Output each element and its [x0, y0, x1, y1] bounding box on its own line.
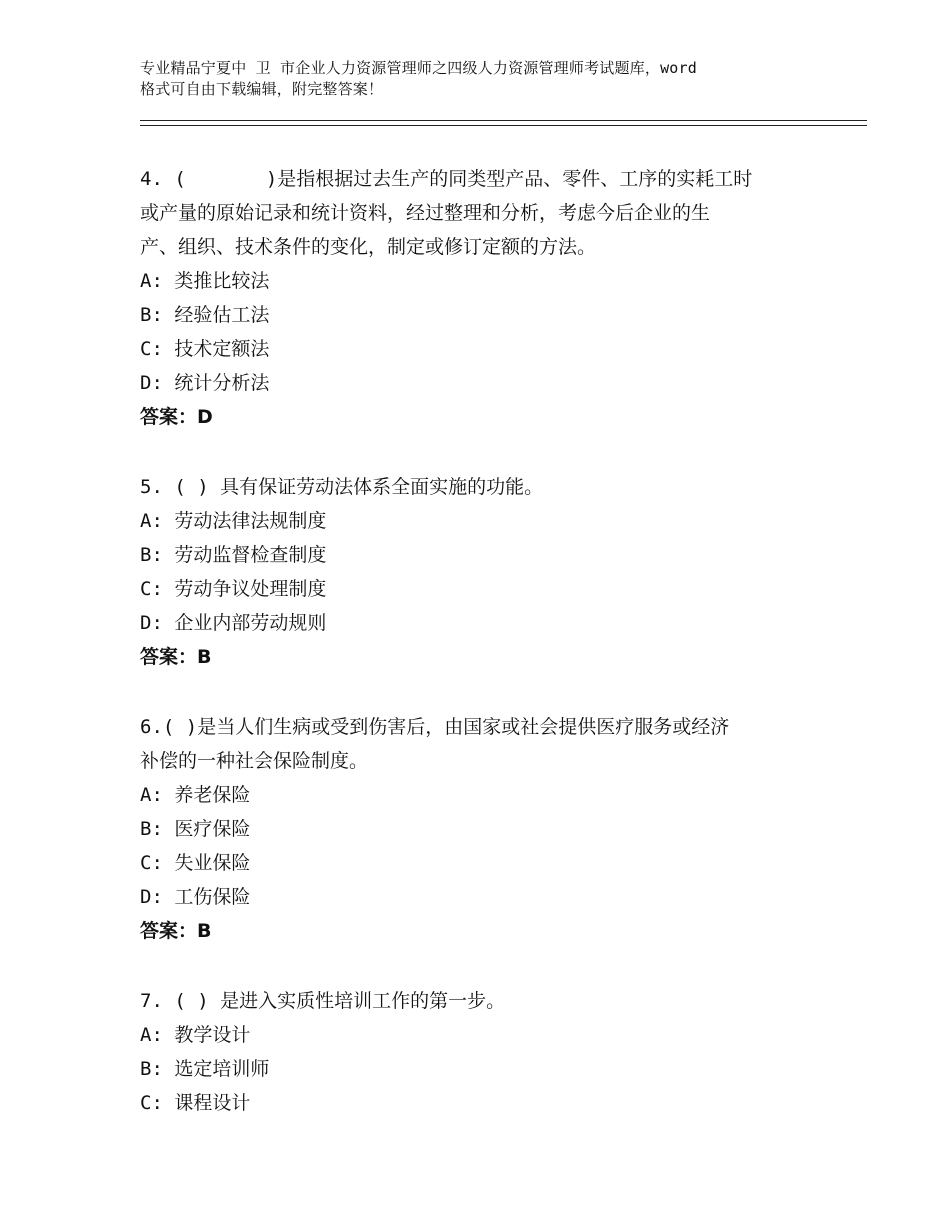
option-b: B: 经验估工法: [140, 304, 270, 326]
answer-label: 答案：B: [140, 920, 212, 942]
option-a: A: 劳动法律法规制度: [140, 510, 327, 532]
question-text-line: 5. ( ) 具有保证劳动法体系全面实施的功能。: [140, 476, 544, 498]
option-d: D: 统计分析法: [140, 372, 270, 394]
spacer: [140, 434, 840, 470]
question-4: [140, 162, 840, 434]
question-text-line: 7. ( ) 是进入实质性培训工作的第一步。: [140, 990, 506, 1012]
question-text-line: 6.( )是当人们生病或受到伤害后，由国家或社会提供医疗服务或经济: [140, 716, 730, 738]
question-text-line: 4. ( )是指根据过去生产的同类型产品、零件、工序的实耗工时: [140, 168, 753, 190]
header-line-2: 格式可自由下载编辑，附完整答案！: [140, 80, 384, 98]
header-line-1: 专业精品宁夏中 卫 市企业人力资源管理师之四级人力资源管理师考试题库，word: [140, 59, 697, 77]
answer-label: 答案：B: [140, 646, 212, 668]
spacer: [140, 948, 840, 984]
option-b: B: 劳动监督检查制度: [140, 544, 327, 566]
question-text-line: 或产量的原始记录和统计资料，经过整理和分析，考虑今后企业的生: [140, 202, 711, 224]
question-text-line: 补偿的一种社会保险制度。: [140, 750, 369, 772]
option-c: C: 技术定额法: [140, 338, 270, 360]
question-5: [140, 470, 840, 674]
question-list: [140, 162, 840, 1120]
option-a: A: 类推比较法: [140, 270, 270, 292]
question-text-line: 产、组织、技术条件的变化，制定或修订定额的方法。: [140, 236, 597, 258]
option-b: B: 选定培训师: [140, 1058, 270, 1080]
option-c: C: 劳动争议处理制度: [140, 578, 327, 600]
option-b: B: 医疗保险: [140, 818, 251, 840]
option-a: A: 养老保险: [140, 784, 251, 806]
question-6: [140, 710, 840, 948]
option-d: D: 企业内部劳动规则: [140, 612, 327, 634]
header-divider: [140, 120, 867, 126]
option-a: A: 教学设计: [140, 1024, 251, 1046]
question-7: [140, 984, 840, 1120]
spacer: [140, 674, 840, 710]
answer-label: 答案：D: [140, 406, 213, 428]
option-c: C: 课程设计: [140, 1092, 251, 1114]
option-d: D: 工伤保险: [140, 886, 251, 908]
document-header: [140, 58, 830, 100]
option-c: C: 失业保险: [140, 852, 251, 874]
